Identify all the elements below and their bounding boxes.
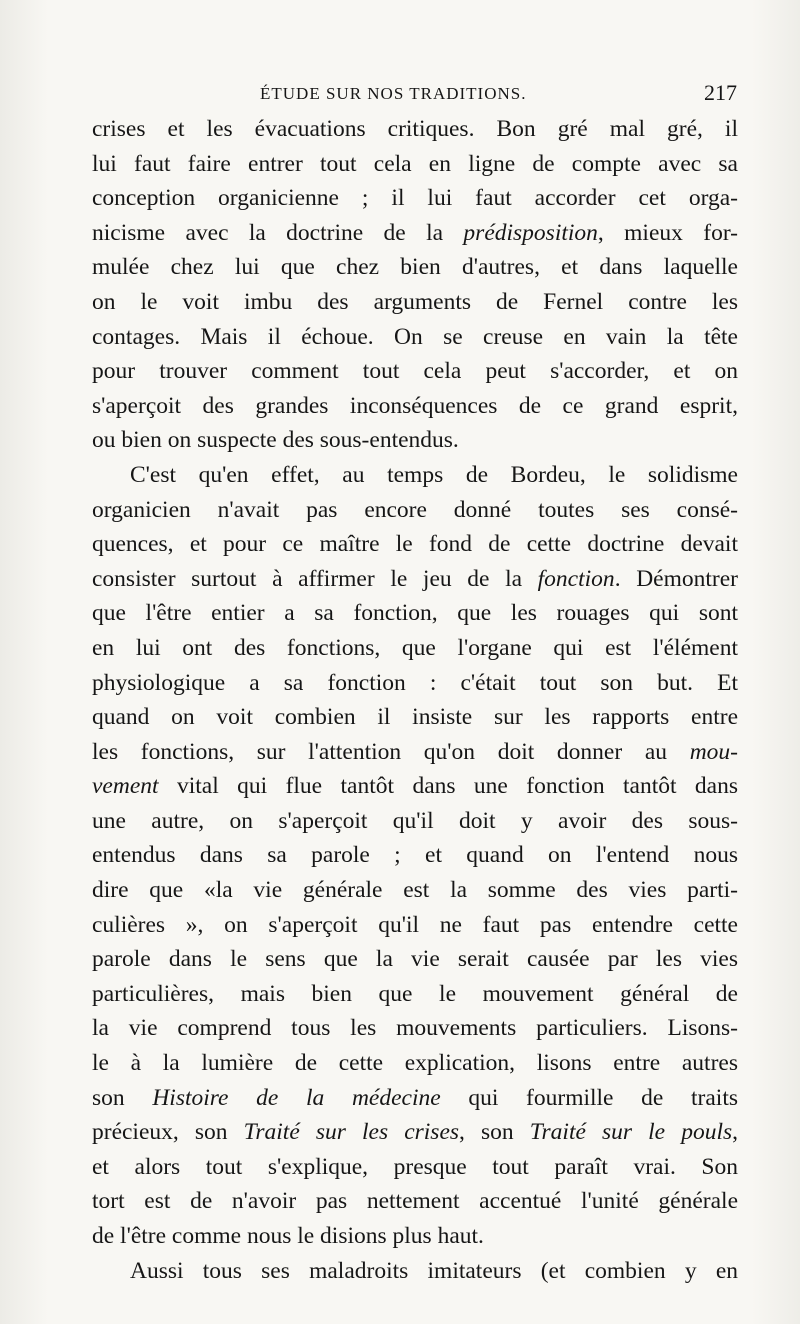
text-line xyxy=(92,527,738,562)
text-line xyxy=(92,493,738,528)
italic-text: vement xyxy=(92,773,159,800)
text-line xyxy=(92,804,738,839)
text-line xyxy=(92,1150,738,1185)
text-run: Aussi tous ses maladroits imitateurs (et combien y en xyxy=(130,1257,738,1284)
text-line xyxy=(92,181,738,216)
italic-text: Histoire de la médecine xyxy=(152,1084,441,1111)
text-line xyxy=(92,735,738,770)
text-line xyxy=(92,596,738,631)
text-run: nicisme avec la doctrine de la xyxy=(92,219,464,246)
text-run: et alors tout s'explique, presque tout paraît vrai. Son xyxy=(92,1153,738,1180)
text-run: tort est de n'avoir pas nettement accentué l'unité générale xyxy=(92,1188,738,1215)
text-run: particulières, mais bien que le mouvement général de xyxy=(92,980,738,1007)
text-line xyxy=(92,216,738,251)
text-run: crises et les évacuations critiques. Bon gré mal gré, il xyxy=(92,116,738,142)
text-run: organicien n'avait pas encore donné toutes ses consé- xyxy=(92,496,738,523)
text-line xyxy=(92,1115,738,1150)
text-line xyxy=(92,423,738,458)
text-line xyxy=(92,631,738,666)
text-run: , son xyxy=(459,1119,530,1146)
text-run: la vie comprend tous les mouvements particuliers. Lisons- xyxy=(92,1015,738,1042)
text-run: précieux, son xyxy=(92,1119,244,1146)
text-line xyxy=(92,147,738,182)
text-run: de l'être comme nous le disions plus haut. xyxy=(92,1223,484,1249)
text-run: physiologique a sa fonction : c'était tout son but. Et xyxy=(92,669,738,696)
text-line xyxy=(92,838,738,873)
text-line xyxy=(92,562,738,597)
text-line xyxy=(92,769,738,804)
text-run: culières », on s'aperçoit qu'il ne faut pas entendre cette xyxy=(92,911,738,938)
text-run: C'est qu'en effet, au temps de Bordeu, le solidisme xyxy=(130,461,738,488)
text-line xyxy=(92,285,738,320)
text-line xyxy=(92,666,738,701)
text-run: en lui ont des fonctions, que l'organe qui est l'élément xyxy=(92,634,738,661)
text-run: une autre, on s'aperçoit qu'il doit y avoir des sous- xyxy=(92,807,738,834)
text-run: entendus dans sa parole ; et quand on l'entend nous xyxy=(92,842,738,869)
text-line xyxy=(92,1184,738,1219)
text-line xyxy=(92,977,738,1012)
text-run: , xyxy=(732,1119,738,1146)
italic-text: mou- xyxy=(689,738,738,765)
text-run: s'aperçoit des grandes inconséquences de ce grand esprit, xyxy=(92,392,738,419)
text-run: dire que «la vie générale est la somme des vies parti- xyxy=(92,877,738,904)
text-line xyxy=(92,458,738,493)
text-run: . Démontrer xyxy=(614,565,738,592)
text-run: quences, et pour ce maître le fond de cette doctrine devait xyxy=(92,531,738,558)
text-run: qui fourmille de traits xyxy=(440,1084,738,1111)
text-run: , mieux for- xyxy=(597,219,738,246)
text-line xyxy=(92,250,738,285)
text-run: quand on voit combien il insiste sur les rapports entre xyxy=(92,704,738,731)
text-line xyxy=(92,908,738,943)
text-run: ou bien on suspecte des sous-entendus. xyxy=(92,427,459,454)
text-line xyxy=(92,389,738,424)
text-line xyxy=(92,320,738,355)
text-run: contages. Mais il échoue. On se creuse en vain la tête xyxy=(92,323,738,350)
text-run: on le voit imbu des arguments de Fernel contre les xyxy=(92,288,738,315)
text-line xyxy=(92,873,738,908)
text-run: les fonctions, sur l'attention qu'on doit donner au xyxy=(92,738,690,765)
text-line xyxy=(92,112,738,147)
text-run: consister surtout à affirmer le jeu de la xyxy=(92,565,538,592)
text-run: vital qui flue tantôt dans une fonction tantôt dans xyxy=(158,773,738,800)
text-line xyxy=(92,354,738,389)
text-run: son xyxy=(92,1084,153,1111)
italic-text: Traité sur le pouls xyxy=(529,1119,733,1146)
text-run: mulée chez lui que chez bien d'autres, et dans laquelle xyxy=(92,254,738,281)
text-line xyxy=(92,1011,738,1046)
text-run: conception organicienne ; il lui faut accorder cet orga- xyxy=(92,185,738,212)
italic-text: fonction xyxy=(537,565,615,592)
body-text xyxy=(92,112,738,1288)
page-header xyxy=(92,78,737,110)
text-line xyxy=(92,700,738,735)
text-run: que l'être entier a sa fonction, que les rouages qui sont xyxy=(92,600,738,627)
text-line xyxy=(92,942,738,977)
text-run: parole dans le sens que la vie serait causée par les vies xyxy=(92,946,738,973)
text-line xyxy=(92,1254,738,1289)
italic-text: Traité sur les crises xyxy=(243,1119,460,1146)
running-head: ÉTUDE SUR NOS TRADITIONS. xyxy=(260,84,527,103)
text-line xyxy=(92,1081,738,1116)
text-run: le à la lumière de cette explication, lisons entre autres xyxy=(92,1050,738,1077)
page-number: 217 xyxy=(704,80,737,105)
text-run: lui faut faire entrer tout cela en ligne de compte avec sa xyxy=(92,150,738,177)
text-line xyxy=(92,1046,738,1081)
text-run: pour trouver comment tout cela peut s'accorder, et on xyxy=(92,358,738,385)
italic-text: prédisposition xyxy=(463,219,598,246)
text-line xyxy=(92,1219,738,1254)
